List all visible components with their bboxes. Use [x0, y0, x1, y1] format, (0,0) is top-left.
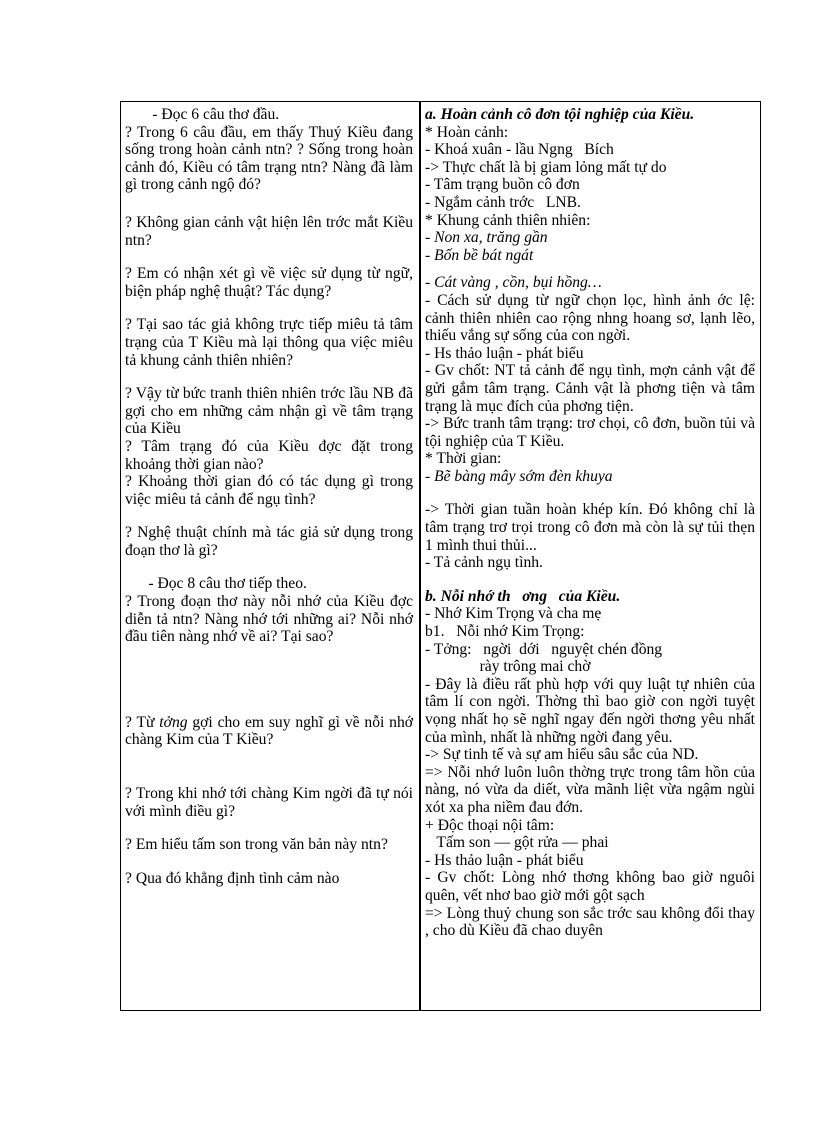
content-paragraph: -> Bức tranh tâm trạng: trơ chọi, cô đơn, buồn tủi và tội nghiệp của T Kiều. — [425, 415, 755, 450]
question-10: ? Từ tởng gợi cho em suy nghĩ gì về nỗi nhớ chàng Kim của T Kiều? — [125, 713, 413, 749]
content-line: - Hs thảo luận - phát biểu — [425, 344, 584, 362]
question-8: ? Nghệ thuật chính mà tác giả sử dụng trong đoạn thơ là gì? — [125, 524, 413, 559]
lesson-table — [120, 101, 761, 1011]
question-12: ? Em hiểu tấm son trong văn bản này ntn? — [125, 836, 388, 854]
questions-column — [125, 106, 413, 887]
content-line: * Thời gian: — [425, 450, 502, 468]
question-5: ? Vậy từ bức tranh thiên nhiên trớc lầu NB đã gợi cho em những cảm nhận gì về tâm trạng của Kiều — [125, 385, 413, 438]
emphasized-word: tởng — [159, 713, 188, 731]
content-line: Tấm son — gột rửa — phai — [425, 834, 609, 852]
question-4: ? Tại sao tác giả không trực tiếp miêu tả tâm trạng của T Kiều mà lại thông qua việc miêu tả khung cảnh thiên nhiên? — [125, 316, 413, 369]
content-line: rày trông mai chờ — [425, 658, 591, 676]
section-b-heading: b. Nỗi nhớ th ơng của Kiều. — [425, 587, 621, 605]
content-line: * Khung cảnh thiên nhiên: — [425, 211, 591, 229]
content-paragraph: - Gv chốt: NT tả cảnh để ngụ tình, mợn cảnh vật để gửi gắm tâm trạng. Cảnh vật là phơng tiện và tâm trạng là mục đích của phơng tiện. — [425, 362, 755, 415]
question-2: ? Không gian cảnh vật hiện lên trớc mắt Kiều ntn? — [125, 213, 413, 249]
question-6: ? Tâm trạng đó của Kiều đợc đặt trong khoảng thời gian nào? — [125, 437, 413, 473]
content-line: - Hs thảo luận - phát biểu — [425, 851, 584, 869]
content-paragraph: -> Thời gian tuần hoàn khép kín. Đó không chỉ là tâm trạng trơ trọi trong cô đơn mà còn là sự tủi thẹn 1 mình thui thủi... — [425, 501, 755, 554]
column-divider — [419, 102, 421, 1010]
poem-quote: - Bẽ bàng mây sớm đèn khuya — [425, 467, 613, 485]
content-line: -> Thực chất là bị giam lỏng mất tự do — [425, 158, 667, 176]
content-line: - Nhớ Kim Trọng và cha mẹ — [425, 605, 602, 623]
question-9: ? Trong đoạn thơ này nỗi nhớ của Kiều đợc diễn tả ntn? Nàng nhớ tới những ai? Nỗi nhớ đầu tiên nàng nhớ về ai? Tại sao? — [125, 593, 413, 646]
poem-quote: - Non xa, trăng gần — [425, 229, 548, 247]
question-11: ? Trong khi nhớ tới chàng Kim ngời đã tự nói với mình điều gì? — [125, 785, 413, 820]
content-line: + Độc thoại nội tâm: — [425, 816, 555, 834]
content-paragraph: => Nỗi nhớ luôn luôn thờng trực trong tâm hồn của nàng, nó vừa da diết, vừa mãnh liệt vừa ngậm ngùi xót xa pha niềm đau đớn. — [425, 763, 755, 816]
content-line: - Tởng: ngời dới nguyệt chén đồng — [425, 640, 663, 658]
question-3: ? Em có nhận xét gì về việc sử dụng từ ngữ, biện pháp nghệ thuật? Tác dụng? — [125, 265, 413, 300]
question-13: ? Qua đó khẳng định tình cảm nào — [125, 869, 340, 887]
section-a-heading: a. Hoàn cảnh cô đơn tội nghiệp của Kiều. — [425, 106, 695, 123]
reading-instruction: - Đọc 6 câu thơ đầu. — [125, 106, 280, 123]
content-line: - Tâm trạng buồn cô đơn — [425, 176, 580, 194]
content-column — [425, 106, 755, 940]
content-paragraph: - Đây là điều rất phù hợp với quy luật tự nhiên của tâm lí con ngời. Thờng thì bao giờ con ngời tuyệt vọng nhất họ sẽ nghĩ ngay đến ngời thơng yêu nhất của mình, nhất là những ngời đang yêu. — [425, 675, 755, 746]
content-paragraph: => Lòng thuỷ chung son sắc trớc sau không đổi thay , cho dù Kiều đã chao duyên — [425, 904, 755, 940]
content-paragraph: - Gv chốt: Lòng nhớ thơng không bao giờ nguôi quên, vết nhơ bao giờ mới gột sạch — [425, 869, 755, 904]
content-line: * Hoàn cảnh: — [425, 123, 509, 141]
content-line: b1. Nỗi nhớ Kim Trọng: — [425, 623, 585, 641]
content-line: -> Sự tinh tế và sự am hiểu sâu sắc của ND. — [425, 746, 699, 764]
poem-quote: - Bốn bề bát ngát — [425, 246, 534, 264]
content-line: - Tả cảnh ngụ tình. — [425, 554, 543, 572]
poem-quote: - Cát vàng , cồn, bụi hồng… — [425, 274, 602, 292]
content-line: - Ngắm cảnh trớc LNB. — [425, 193, 581, 211]
content-line: - Khoá xuân - lầu Ngng Bích — [425, 141, 614, 159]
question-7: ? Khoảng thời gian đó có tác dụng gì trong việc miêu tả cảnh để ngụ tình? — [125, 473, 413, 508]
reading-instruction-2: - Đọc 8 câu thơ tiếp theo. — [125, 575, 307, 593]
question-1: ? Trong 6 câu đầu, em thấy Thuý Kiều đang sống trong hoàn cảnh ntn? ? Sống trong hoàn cảnh đó, Kiều có tâm trạng ntn? Nàng đã làm gì trong cảnh ngộ đó? — [125, 123, 413, 194]
content-paragraph: - Cách sử dụng từ ngữ chọn lọc, hình ảnh ớc lệ: cảnh thiên nhiên cao rộng nhng hoang sơ, lạnh lẽo, thiếu vắng sự sống của con ngời. — [425, 291, 755, 345]
